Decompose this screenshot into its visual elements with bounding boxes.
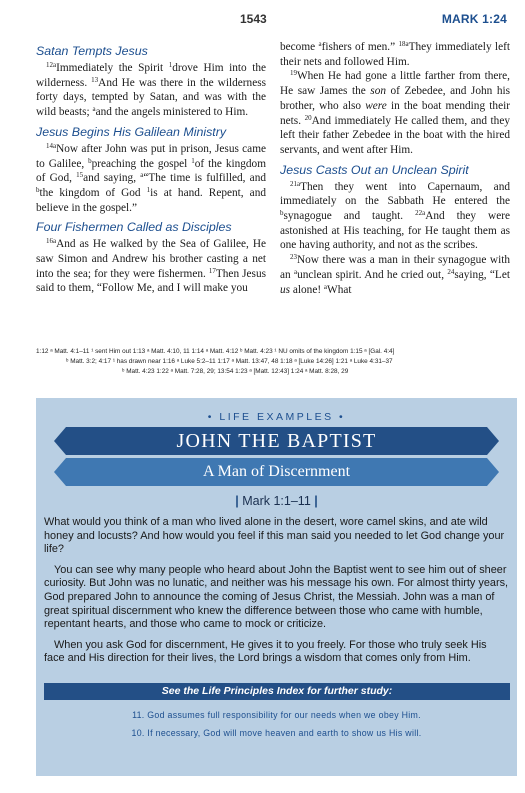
- verse-paragraph: [36, 237, 266, 296]
- verse-text: Then they went into Capernaum, and immediately on the Sabbath He entered the: [280, 180, 510, 208]
- verse-text: of Zebedee, and John his brother, who also: [280, 85, 510, 112]
- cross-ref-marker: a: [53, 61, 57, 69]
- verse-number: 23: [290, 253, 297, 262]
- verse-paragraph: [280, 180, 510, 254]
- verse-number: 14: [46, 141, 53, 150]
- footnotes: [36, 347, 516, 378]
- verse-text: What: [327, 283, 352, 296]
- verse-text: preaching the gospel: [91, 157, 192, 170]
- verse-text: the kingdom of God: [39, 186, 147, 199]
- cross-ref-marker: a: [53, 237, 57, 246]
- verse-paragraph: [280, 253, 510, 297]
- cross-ref-marker: a: [53, 141, 57, 150]
- italic-word: us: [280, 283, 291, 296]
- verse-text: drove Him into the wilderness.: [36, 62, 266, 89]
- life-principle: 11. God assumes full responsibility for our needs when we obey Him.: [132, 710, 421, 720]
- italic-word: were: [365, 99, 387, 112]
- life-example-subtitle: A Man of Discernment: [66, 458, 487, 486]
- verse-text: And He was there in the wilderness forty days, tempted by Satan, and was with the wild beasts;: [36, 76, 266, 119]
- verse-text: of the kingdom of God,: [36, 157, 266, 185]
- right-column: [280, 40, 510, 340]
- verse-number: 12: [46, 61, 53, 69]
- cross-ref-marker: b: [88, 156, 92, 165]
- verse-number: 22: [415, 209, 423, 218]
- verse-text: become: [280, 41, 319, 53]
- scripture-reference: [36, 494, 517, 508]
- cross-ref-marker: a: [422, 209, 426, 218]
- verse-text: fishers of men.”: [321, 41, 399, 53]
- body-paragraph: You can see why many people who heard about John the Baptist went to see him out of sheer curiosity. But John was no lunatic, and neither was his message his own. For almost thirty years, God prepared John to announce the coming of Jesus Christ, the Messiah. John was a man of great spiritual discernment who knew the difference between those who came with humble, repentant hearts, and those who came to mock or criticize.: [44, 563, 509, 631]
- verse-paragraph: [280, 69, 510, 157]
- verse-number: 20: [304, 113, 312, 122]
- verse-paragraph: [36, 142, 266, 216]
- life-examples-label: • LIFE EXAMPLES •: [207, 411, 346, 423]
- section-heading: Jesus Begins His Galilean Ministry: [36, 124, 227, 139]
- life-principle: 10. If necessary, God will move heaven and earth to show us His will.: [131, 728, 422, 738]
- left-column: [36, 40, 266, 340]
- study-index-bar: See the Life Principles Index for further study:: [44, 683, 510, 700]
- cross-ref-marker: a: [405, 40, 409, 48]
- verse-number: 21: [290, 179, 297, 188]
- verse-number: 18: [398, 40, 406, 48]
- section-heading: Satan Tempts Jesus: [36, 44, 148, 58]
- cross-ref-marker: a: [323, 282, 328, 291]
- body-paragraph: When you ask God for discernment, He gives it to you freely. For those who truly seek His face and His direction for their lives, the Lord brings a wisdom that comes only from Him.: [44, 638, 487, 665]
- verse-text: Now there was a man in their synagogue with an: [280, 254, 510, 281]
- verse-text: alone!: [290, 283, 324, 296]
- life-example-title: JOHN THE BAPTIST: [66, 427, 487, 455]
- italic-word: son: [370, 85, 386, 98]
- verse-text: And as He walked by the Sea of Galilee, He saw Simon and Andrew his brother casting a net into the sea; for they were fishermen.: [36, 238, 266, 280]
- cross-ref-marker: a: [297, 179, 301, 188]
- page-header: [0, 12, 525, 30]
- verse-text: Immediately the Spirit: [56, 62, 169, 74]
- footnote-line: 1:12 ᵃ Matt. 4:1–11 ¹ sent Him out 1:13 ᵃ Matt. 4:10, 11 1:14 ᵃ Matt. 4:12 ᵇ Matt. 4:23 ¹ NU omits of the kingdom 1:15 ᵃ [Gal. 4:4]: [36, 348, 395, 355]
- running-head: MARK 1:24: [441, 12, 507, 26]
- page-number: 1543: [240, 12, 267, 26]
- verse-text: And immediately He called them, and they left their father Zebedee in the boat with the hired servants, and went after Him.: [280, 114, 510, 156]
- verse-number: 16: [46, 237, 53, 246]
- section-heading: Four Fishermen Called as Disciples: [36, 220, 232, 235]
- verse-number: 17: [208, 266, 216, 275]
- footnote-line: ᵇ Matt. 3:2; 4:17 ¹ has drawn near 1:16 ᵃ Luke 5:2–11 1:17 ᵃ Matt. 13:47, 48 1:18 ᵃ [Luke 14:26] 1:21 ᵃ Luke 4:31–37: [66, 358, 393, 366]
- verse-text: And they were astonished at His teaching, for He taught them as one having authority, and not as the scribes.: [280, 210, 510, 252]
- reference-text: Mark 1:1–11: [242, 494, 311, 508]
- verse-number: 13: [91, 75, 99, 84]
- verse-text: and the angels ministered to Him.: [95, 106, 249, 119]
- verse-number: 24: [447, 267, 455, 276]
- footnote-marker: 1: [168, 61, 173, 69]
- life-example-body: [44, 516, 510, 673]
- body-paragraph: What would you think of a man who lived alone in the desert, wore camel skins, and ate wild honey and locusts? And how would you feel if this man said you needed to let God change your life?: [44, 516, 505, 556]
- verse-text: Now after John was put in prison, Jesus came to Galilee,: [36, 142, 266, 170]
- verse-text: and saying,: [83, 172, 141, 185]
- cross-ref-marker: a: [92, 105, 96, 114]
- ribbon-end-right: [487, 458, 499, 486]
- verse-text: saying, “Let: [454, 268, 510, 281]
- cross-ref-marker: a: [140, 171, 144, 180]
- cross-ref-marker: a: [318, 40, 322, 48]
- verse-text: synagogue and taught.: [283, 210, 416, 223]
- ribbon-end-left: [54, 427, 66, 455]
- cross-ref-marker: b: [36, 185, 40, 194]
- footnote-line: ᵇ Matt. 4:23 1:22 ᵃ Matt. 7:28, 29; 13:54 1:23 ᵃ [Matt. 12:43] 1:24 ᵃ Matt. 8:28, 29: [122, 368, 349, 376]
- verse-text: unclean spirit. And he cried out,: [297, 268, 448, 281]
- verse-number: 19: [290, 69, 297, 78]
- divider: |: [235, 494, 239, 508]
- ribbon-end-left: [54, 458, 66, 486]
- scripture-columns: [36, 40, 511, 340]
- verse-text: Then Jesus said to them, “Follow Me, and I will make you: [36, 267, 266, 295]
- section-heading: Jesus Casts Out an Unclean Spirit: [280, 162, 469, 177]
- cross-ref-marker: b: [280, 209, 284, 218]
- verse-text: “The time is fulfilled, and: [143, 172, 266, 185]
- ribbon-end-right: [487, 427, 499, 455]
- verse-text: When He had gone a little farther from there, He saw James the: [280, 70, 510, 98]
- verse-paragraph: [280, 40, 510, 69]
- cross-ref-marker: a: [293, 267, 298, 276]
- verse-number: 15: [76, 171, 84, 180]
- divider: |: [314, 494, 318, 508]
- footnote-marker: 1: [191, 156, 195, 165]
- verse-paragraph: [36, 61, 266, 120]
- footnote-marker: 1: [146, 185, 151, 194]
- verse-text: is at hand. Repent, and believe in the gospel.”: [36, 186, 266, 214]
- verse-text: They immediately left their nets and followed Him.: [280, 41, 510, 68]
- verse-text: in the boat mending their nets.: [280, 99, 510, 127]
- life-examples-panel: [36, 398, 517, 776]
